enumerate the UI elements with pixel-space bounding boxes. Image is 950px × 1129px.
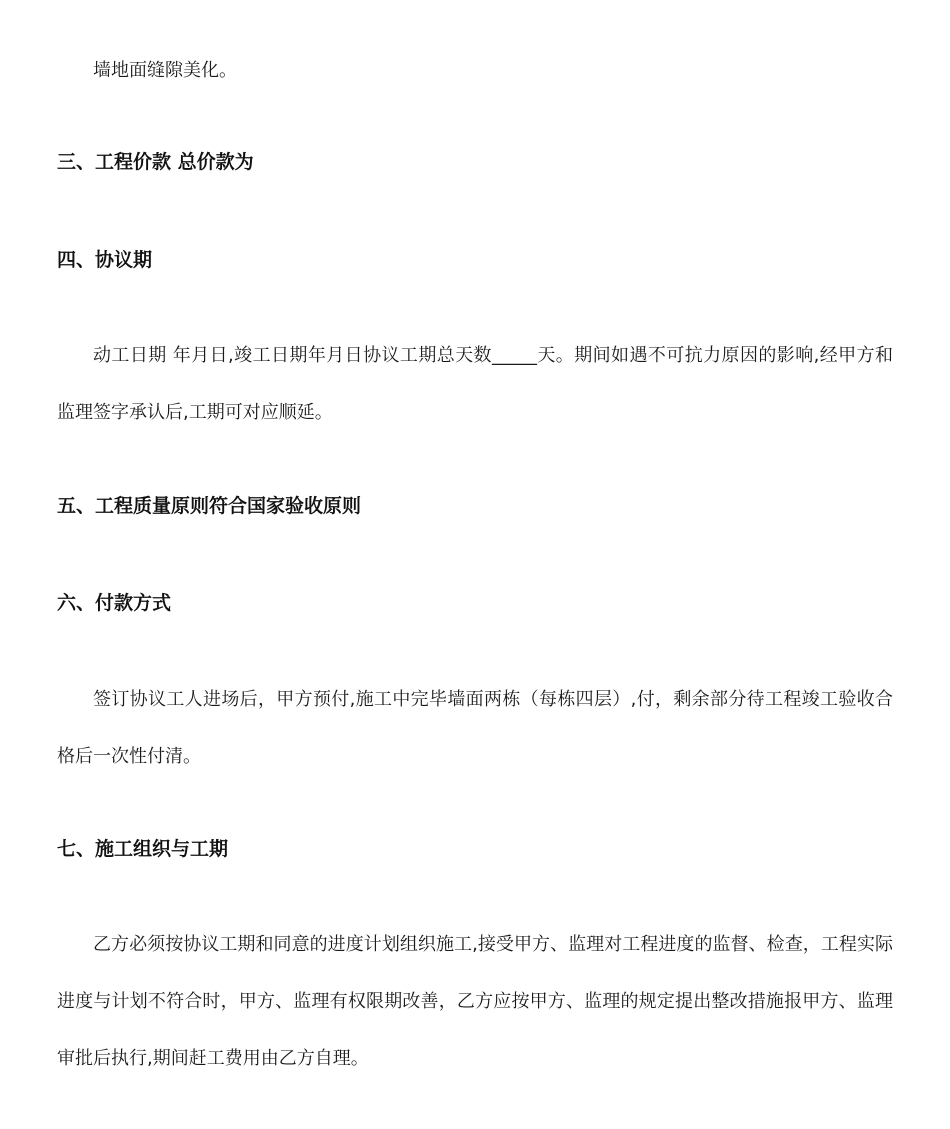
heading-section-4: 四、协议期 <box>57 249 153 271</box>
heading-section-5: 五、工程质量原则符合国家验收原则 <box>57 495 362 517</box>
heading-section-7: 七、施工组织与工期 <box>57 838 229 860</box>
heading-section-6: 六、付款方式 <box>57 592 172 614</box>
paragraph-payment: 签订协议工人进场后，甲方预付,施工中完毕墙面两栋（每栋四层）,付，剩余部分待工程竣工验收合格后一次性付清。 <box>57 689 893 767</box>
heading-section-3: 三、工程价款 总价款为 <box>57 151 254 173</box>
paragraph-schedule: 乙方必须按协议工期和同意的进度计划组织施工,接受甲方、监理对工程进度的监督、检查，工程实际进度与计划不符合时，甲方、监理有权限期改善，乙方应按甲方、监理的规定提出整改措施报甲方、监理审批后执行,期间赶工费用由乙方自理。 <box>57 934 893 1069</box>
paragraph-period: 动工日期 年月日,竣工日期年月日协议工期总天数_____天。期间如遇不可抗力原因的影响,经甲方和监理签字承认后,工期可对应顺延。 <box>57 345 893 423</box>
paragraph-intro: 墙地面缝隙美化。 <box>93 60 237 81</box>
